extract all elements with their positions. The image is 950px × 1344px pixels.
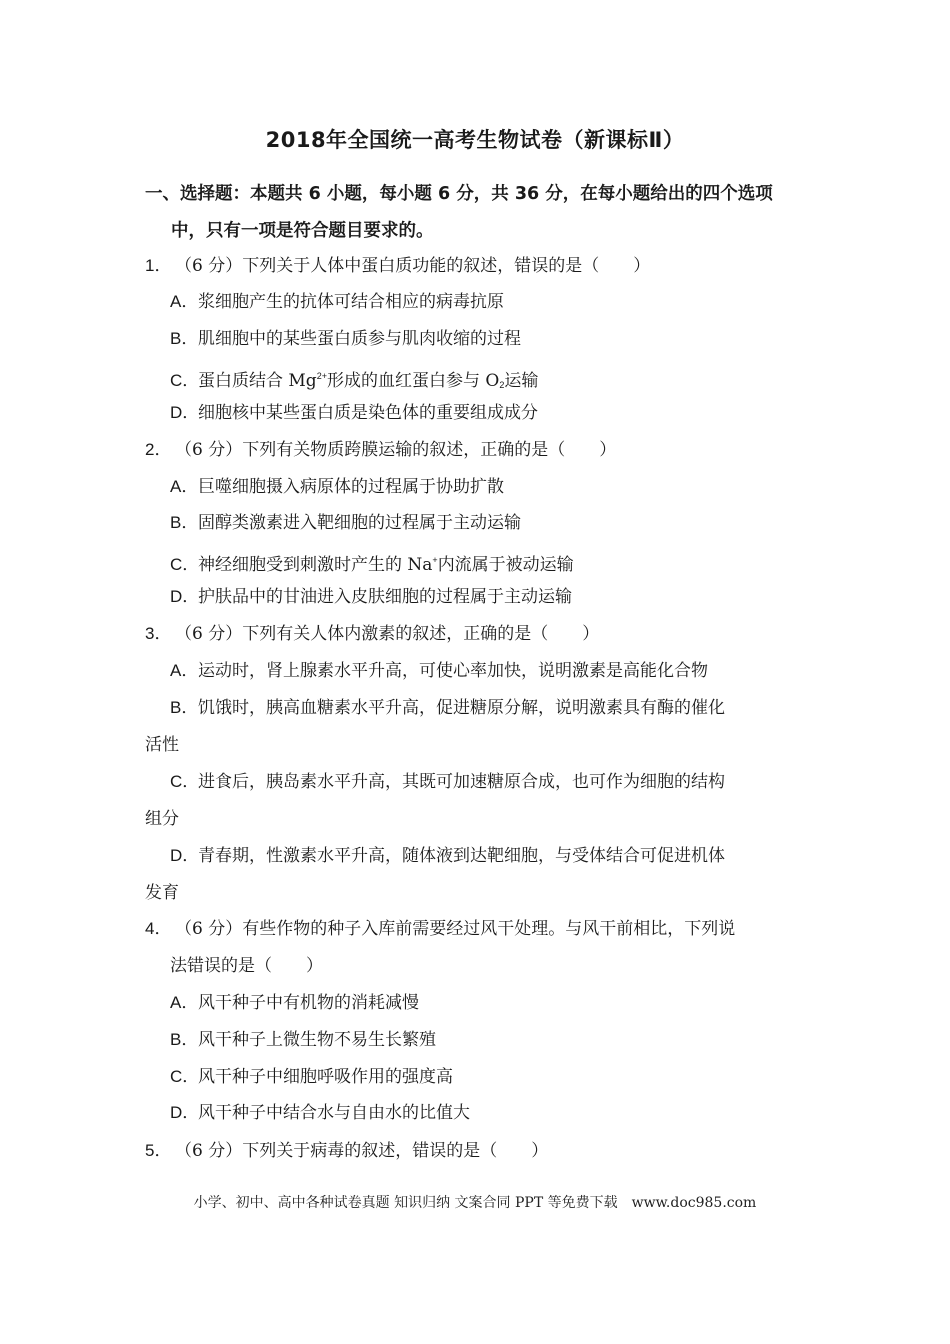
section-heading [145,180,825,241]
option-letter: D． [170,403,200,422]
option-text: 浆细胞产生的抗体可结合相应的病毒抗原 [198,292,504,312]
question-text: （6 分）下列有关物质跨膜运输的叙述，正确的是（ ） [175,440,617,460]
option-text-part: 神经细胞受到刺激时产生的 Na [198,555,433,575]
option-text: 进食后，胰岛素水平升高，其既可加速糖原合成，也可作为细胞的结构 [198,772,725,792]
question-number: 1． [145,256,172,275]
option-text: 风干种子中结合水与自由水的比值大 [198,1103,470,1123]
question-number: 4． [145,919,172,938]
question-1-option-c [170,365,538,396]
superscript-charge: + [432,555,438,565]
option-letter: C． [170,371,200,390]
option-letter: D． [170,846,200,865]
option-letter: C． [170,772,200,791]
section-heading-line1: 一、选择题：本题共 6 小题，每小题 6 分，共 36 分，在每小题给出的四个选项 [145,184,773,204]
option-letter: A． [170,661,199,680]
question-2-option-b [170,512,521,534]
option-text: 风干种子上微生物不易生长繁殖 [198,1030,436,1050]
question-4-stem-continued: 法错误的是（ ） [170,956,323,976]
option-letter: D． [170,587,200,606]
question-2-option-c [170,549,574,576]
option-text: 巨噬细胞摄入病原体的过程属于协助扩散 [198,477,504,497]
question-2-option-a [170,476,504,498]
option-letter: B． [170,329,199,348]
option-letter: A． [170,477,199,496]
question-text: （6 分）下列关于人体中蛋白质功能的叙述，错误的是（ ） [175,256,651,276]
option-text-part: 运输 [504,371,539,391]
question-text: （6 分）下列关于病毒的叙述，错误的是（ ） [175,1141,549,1161]
question-3-option-c-continued: 组分 [145,809,179,829]
option-text: 固醇类激素进入靶细胞的过程属于主动运输 [198,513,521,533]
question-text: （6 分）下列有关人体内激素的叙述，正确的是（ ） [175,624,600,644]
question-3-option-a [170,660,708,682]
question-text: （6 分）有些作物的种子入库前需要经过风干处理。与风干前相比，下列说 [175,919,736,939]
question-1-option-a [170,291,504,313]
question-4-stem [145,918,735,940]
option-text: 运动时，肾上腺素水平升高，可使心率加快，说明激素是高能化合物 [198,661,708,681]
question-3-option-c [170,771,725,793]
option-text-part: 蛋白质结合 Mg [198,371,317,391]
question-3-option-d [170,845,725,867]
option-letter: A． [170,292,199,311]
option-text: 风干种子中有机物的消耗减慢 [198,993,419,1013]
option-text: 饥饿时，胰高血糖素水平升高，促进糖原分解，说明激素具有酶的催化 [198,698,725,718]
footer-watermark: 小学、初中、高中各种试卷真题 知识归纳 文案合同 PPT 等免费下载 www.doc985.com [193,1195,757,1211]
question-2-option-d [170,586,572,608]
question-3-option-b-continued: 活性 [145,735,179,755]
option-letter: C． [170,555,200,574]
question-number: 3． [145,624,172,643]
option-letter: D． [170,1103,200,1122]
question-1-option-b [170,328,521,350]
section-heading-line2: 中，只有一项是符合题目要求的。 [171,221,434,241]
question-1-option-d [170,402,538,424]
question-3-stem [145,623,599,645]
question-4-option-d [170,1102,470,1124]
option-letter: B． [170,1030,199,1049]
question-3-option-b [170,697,725,719]
question-1-stem [145,255,650,277]
question-2-stem [145,439,616,461]
option-letter: C． [170,1067,200,1086]
option-text: 风干种子中细胞呼吸作用的强度高 [198,1067,453,1087]
question-4-option-a [170,992,419,1014]
superscript-charge: 2+ [316,371,327,381]
option-text-part: 形成的血红蛋白参与 O [326,371,500,391]
option-letter: B． [170,698,199,717]
subscript-number: 2 [499,380,505,390]
question-number: 2． [145,440,172,459]
option-text: 肌细胞中的某些蛋白质参与肌肉收缩的过程 [198,329,521,349]
question-3-option-d-continued: 发育 [145,883,179,903]
question-5-stem [145,1140,548,1162]
option-text: 护肤品中的甘油进入皮肤细胞的过程属于主动运输 [198,587,572,607]
option-text-part: 内流属于被动运输 [437,555,574,575]
option-letter: B． [170,513,199,532]
option-text: 青春期，性激素水平升高，随体液到达靶细胞，与受体结合可促进机体 [198,846,725,866]
page-title: 2018年全国统一高考生物试卷（新课标Ⅱ） [265,128,685,152]
option-letter: A． [170,993,199,1012]
option-text: 细胞核中某些蛋白质是染色体的重要组成成分 [198,403,538,423]
question-number: 5． [145,1141,172,1160]
question-4-option-b [170,1029,436,1051]
question-4-option-c [170,1066,453,1088]
